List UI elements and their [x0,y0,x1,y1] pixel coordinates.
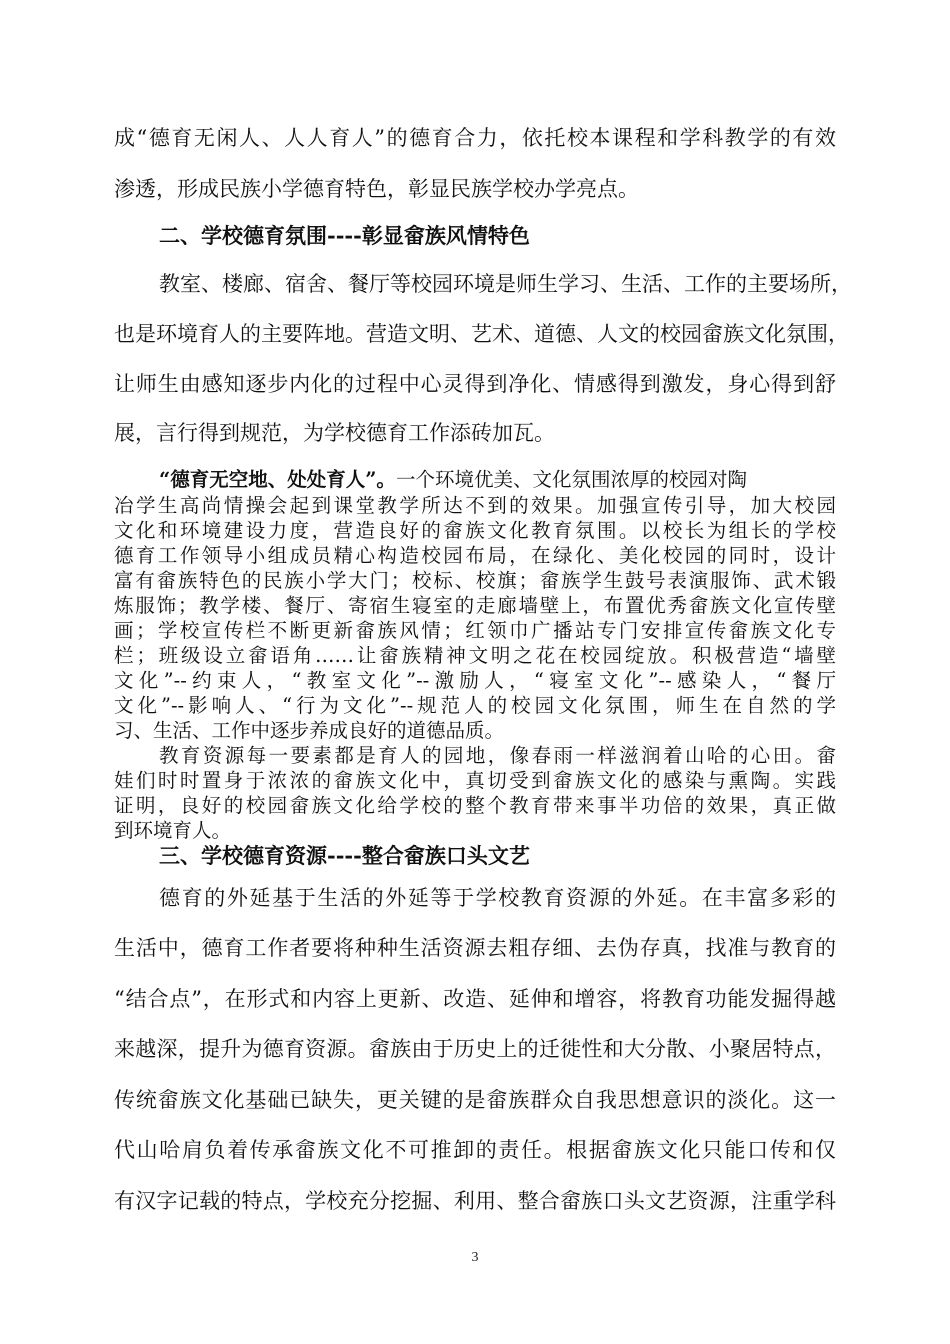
paragraph-line: 画；学校宣传栏不断更新畲族风情；红领巾广播站专门安排宣传畲族文化专 [114,619,836,642]
paragraph-line: 代山哈肩负着传承畲族文化不可推卸的责任。根据畲族文化只能口传和仅 [114,1138,836,1162]
paragraph-line: 文化”--约束人，“教室文化”--激励人，“寝室文化”--感染人，“餐厅 [114,669,836,692]
paragraph-line: 炼服饰；教学楼、餐厅、寄宿生寝室的走廊墙壁上，布置优秀畲族文化宣传壁 [114,594,836,617]
paragraph-line: 传统畲族文化基础已缺失，更关键的是畲族群众自我思想意识的淡化。这一 [114,1088,836,1112]
page-number: 3 [471,1250,479,1265]
section-heading: 二、学校德育氛围----彰显畲族风情特色 [159,223,530,248]
paragraph-line: 德育的外延基于生活的外延等于学校教育资源的外延。在丰富多彩的 [159,886,836,910]
paragraph-line: 到环境育人。 [114,819,232,842]
paragraph-line: 习、生活、工作中逐步养成良好的道德品质。 [114,719,505,742]
paragraph-line: 有汉字记载的特点，学校充分挖掘、利用、整合畲族口头文艺资源，注重学科 [114,1189,836,1213]
paragraph-line: 栏；班级设立畲语角……让畲族精神文明之花在校园绽放。积极营造“墙壁 [114,644,836,667]
paragraph-line: 冶学生高尚情操会起到课堂教学所达不到的效果。加强宣传引导，加大校园 [114,494,836,517]
paragraph-line: 文化”--影响人、“行为文化”--规范人的校园文化氛围，师生在自然的学 [114,694,836,717]
paragraph-line: 德育工作领导小组成员精心构造校园布局，在绿化、美化校园的同时，设计 [114,544,836,567]
paragraph-line: 生活中，德育工作者要将种种生活资源去粗存细、去伪存真，找准与教育的 [114,936,836,960]
paragraph-line: 来越深，提升为德育资源。畲族由于历史上的迁徙性和大分散、小聚居特点， [114,1037,836,1061]
paragraph-line: 教育资源每一要素都是育人的园地，像春雨一样滋润着山哈的心田。畲 [159,744,836,767]
paragraph-line: 也是环境育人的主要阵地。营造文明、艺术、道德、人文的校园畲族文化氛围， [114,322,849,346]
paragraph-line: 教室、楼廊、宿舍、餐厅等校园环境是师生学习、生活、工作的主要场所， [159,272,852,296]
paragraph-line: 证明，良好的校园畲族文化给学校的整个教育带来事半功倍的效果，真正做 [114,794,836,817]
paragraph-line: 文化和环境建设力度，营造良好的畲族文化教育氛围。以校长为组长的学校 [114,519,836,542]
paragraph-line: 展，言行得到规范，为学校德育工作添砖加瓦。 [114,421,555,445]
intro-line: 成“德育无闲人、人人育人”的德育合力，依托校本课程和学科教学的有效 [114,126,836,150]
section-heading: 三、学校德育资源----整合畲族口头文艺 [159,843,530,868]
paragraph-line: 富有畲族特色的民族小学大门；校标、校旗；畲族学生鼓号表演服饰、武术锻 [114,569,836,592]
paragraph-text: 一个环境优美、文化氛围浓厚的校园对陶 [395,468,747,491]
intro-line: 渗透，形成民族小学德育特色，彰显民族学校办学亮点。 [114,177,639,201]
paragraph-line: 娃们时时置身于浓浓的畲族文化中，真切受到畲族文化的感染与熏陶。实践 [114,769,836,792]
paragraph-line: “结合点”，在形式和内容上更新、改造、延伸和增容，将教育功能发掘得越 [114,987,836,1011]
paragraph-lead-line [159,468,836,492]
emphasis-phrase: “德育无空地、处处育人”。 [159,468,396,491]
paragraph-line: 让师生由感知逐步内化的过程中心灵得到净化、情感得到激发，身心得到舒 [114,372,836,396]
